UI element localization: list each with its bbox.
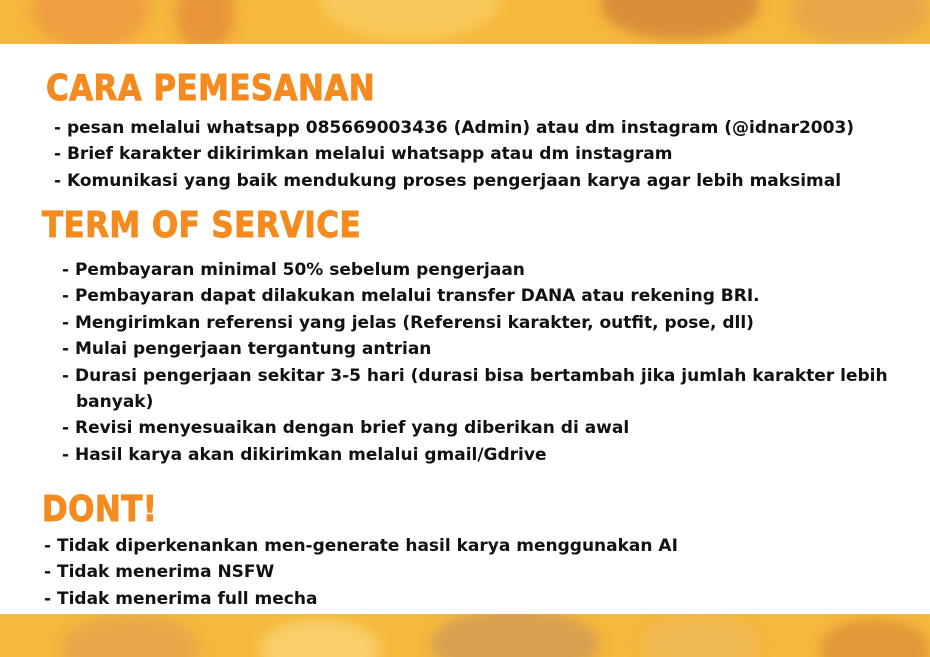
list-item: - Revisi menyesuaikan dengan brief yang diberikan di awal (62, 418, 630, 439)
blurred-shape (430, 614, 600, 657)
content-card (0, 44, 930, 614)
blurred-shape (820, 619, 930, 657)
list-item: - Pembayaran dapat dilakukan melalui transfer DANA atau rekening BRI. (62, 286, 760, 307)
list-item: - Brief karakter dikirimkan melalui whatsapp atau dm instagram (54, 144, 673, 165)
blurred-shape (30, 0, 150, 44)
blurred-shape (600, 0, 760, 40)
list-item: - Tidak diperkenankan men-generate hasil karya menggunakan AI (44, 536, 678, 556)
order-list (54, 115, 854, 194)
tos-heading: TERM OF SERVICE (42, 205, 362, 246)
dont-heading: DONT! (42, 489, 158, 530)
list-item: - Pembayaran minimal 50% sebelum pengerjaan (62, 260, 525, 280)
list-item: - Tidak menerima NSFW (44, 562, 275, 583)
list-item: - pesan melalui whatsapp 085669003436 (Admin) atau dm instagram (@idnar2003) (54, 118, 855, 138)
blurred-shape (790, 0, 930, 44)
list-item: - Durasi pengerjaan sekitar 3-5 hari (durasi bisa bertambah jika jumlah karakter lebih banyak) (62, 365, 888, 413)
blurred-shape (320, 0, 500, 40)
list-item: - Tidak menerima full mecha (44, 588, 318, 609)
list-item: - Hasil karya akan dikirimkan melalui gmail/Gdrive (62, 444, 547, 465)
list-item: - Mengirimkan referensi yang jelas (Referensi karakter, outfit, pose, dll) (62, 312, 754, 333)
dont-list (44, 533, 678, 612)
order-heading: CARA PEMESANAN (46, 68, 376, 109)
top-decorative-band (0, 0, 930, 44)
list-item: - Mulai pengerjaan tergantung antrian (62, 339, 432, 360)
blurred-shape (260, 619, 380, 657)
bottom-decorative-band (0, 614, 930, 657)
tos-list (62, 257, 907, 468)
blurred-shape (175, 0, 235, 44)
blurred-shape (60, 614, 200, 657)
blurred-shape (640, 614, 760, 657)
list-item: - Komunikasi yang baik mendukung proses pengerjaan karya agar lebih maksimal (54, 170, 842, 191)
